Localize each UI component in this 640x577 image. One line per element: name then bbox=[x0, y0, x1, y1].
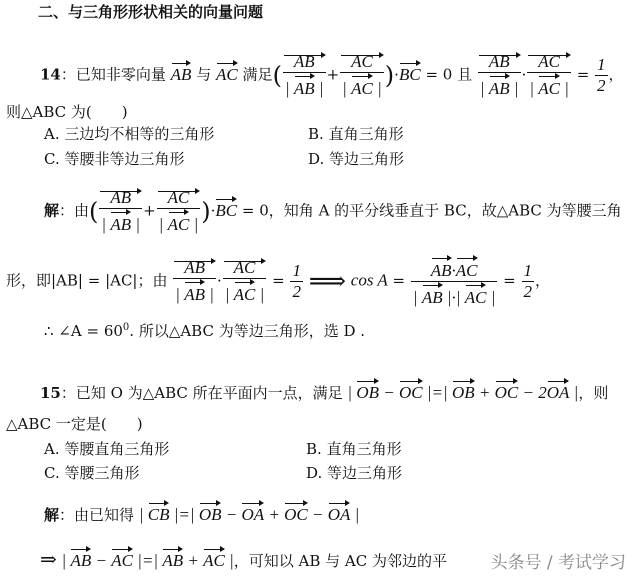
watermark: 头条号 / 考试学习 bbox=[490, 553, 626, 573]
q14-sol-e: . 所以△ABC 为等边三角形，选 D . bbox=[129, 322, 366, 340]
q15-solution-line2: ⇒ | AB − AC |=| AB + AC |，可知以 AB 与 AC 为邻边的平 bbox=[40, 547, 447, 571]
q15-solution-line1: 解：由已知得 | CB |=| OB − OA + OC − OA | bbox=[44, 500, 359, 524]
q14-label: 14 bbox=[40, 65, 61, 84]
q15-label: 15 bbox=[40, 384, 61, 402]
q14-option-b: B. 直角三角形 bbox=[308, 125, 404, 143]
q15-sol-a: ：由已知得 bbox=[59, 506, 135, 524]
q15-option-c: C. 等腰三角形 bbox=[44, 464, 140, 482]
q15-text: ：已知 O 为△ABC 所在平面内一点，满足 bbox=[60, 384, 343, 402]
q14-solution-line2: 形，即|AB| = |AC|；由 $\frac{AB}{| AB |}$ · $\frac{AC}{| AC |}$ = $\frac{1}{2}$ ⟹ cos A = $\frac{AB\cdot AC}{| AB |\cdot| AC |}$ = $\frac{1}{2}$ ， bbox=[6, 255, 550, 308]
q15-sol-c: ，可知以 AB 与 AC 为邻边的平 bbox=[233, 552, 447, 570]
q14-option-c: C. 等腰非等边三角形 bbox=[44, 150, 185, 168]
q15-option-d: D. 等边三角形 bbox=[306, 464, 403, 482]
q14-sol-d: ∴ ∠A = 60 bbox=[44, 322, 123, 340]
q14-option-d: D. 等边三角形 bbox=[308, 150, 405, 168]
q14-sol-b: ，知角 A 的平分线垂直于 BC，故△ABC 为等腰三角 bbox=[268, 201, 622, 220]
q14-text-e: ， bbox=[608, 65, 624, 84]
q14-stem: 14：已知非零向量 AB 与 AC 满足( $\frac{AB}{| AB |}$ + $\frac{AC}{| AC |}$ )·BC = 0 且 $\frac{AB}{| AB |}$ · $\frac{AC}{| AC |}$ = $\frac{1}{2}$ ， bbox=[40, 52, 624, 98]
q14-solution-line3: ∴ ∠A = $60^0$. 所以△ABC 为等边三角形，选 D . bbox=[44, 322, 366, 340]
q15-option-b: B. 直角三角形 bbox=[306, 440, 402, 458]
q14-option-a: A. 三边均不相等的三角形 bbox=[44, 125, 215, 143]
q15-sol-b: ⇒ bbox=[40, 547, 57, 571]
q14-sol-c: 形，即|AB| = |AC|；由 bbox=[6, 271, 168, 290]
q14-text-d: 且 bbox=[457, 65, 473, 84]
q14-then: 则△ABC 为( ) bbox=[6, 103, 128, 121]
q14-text: ：已知非零向量 bbox=[60, 65, 166, 84]
q15-solution-label: 解 bbox=[44, 506, 60, 524]
q15-then: △ABC 一定是( ) bbox=[6, 415, 143, 433]
q15-stem: 15：已知 O 为△ABC 所在平面内一点，满足 | OB − OC |=| OB + OC − 2OA |，则 bbox=[40, 378, 608, 402]
q15-option-a: A. 等腰直角三角形 bbox=[44, 440, 170, 458]
q14-text-c: 满足 bbox=[242, 65, 273, 84]
q15-text-end: ，则 bbox=[578, 384, 609, 402]
q14-text-b: 与 bbox=[196, 65, 212, 84]
q14-solution-line1: 解：由( $\frac{AB}{| AB |}$ + $\frac{AC}{| AC |}$ )·BC = 0，知角 A 的平分线垂直于 BC，故△ABC 为等腰三角 bbox=[44, 188, 622, 234]
q14-solution-label: 解 bbox=[44, 201, 60, 220]
section-heading: 二、与三角形形状相关的向量问题 bbox=[38, 3, 264, 21]
q14-sol-a: ：由 bbox=[59, 201, 90, 220]
